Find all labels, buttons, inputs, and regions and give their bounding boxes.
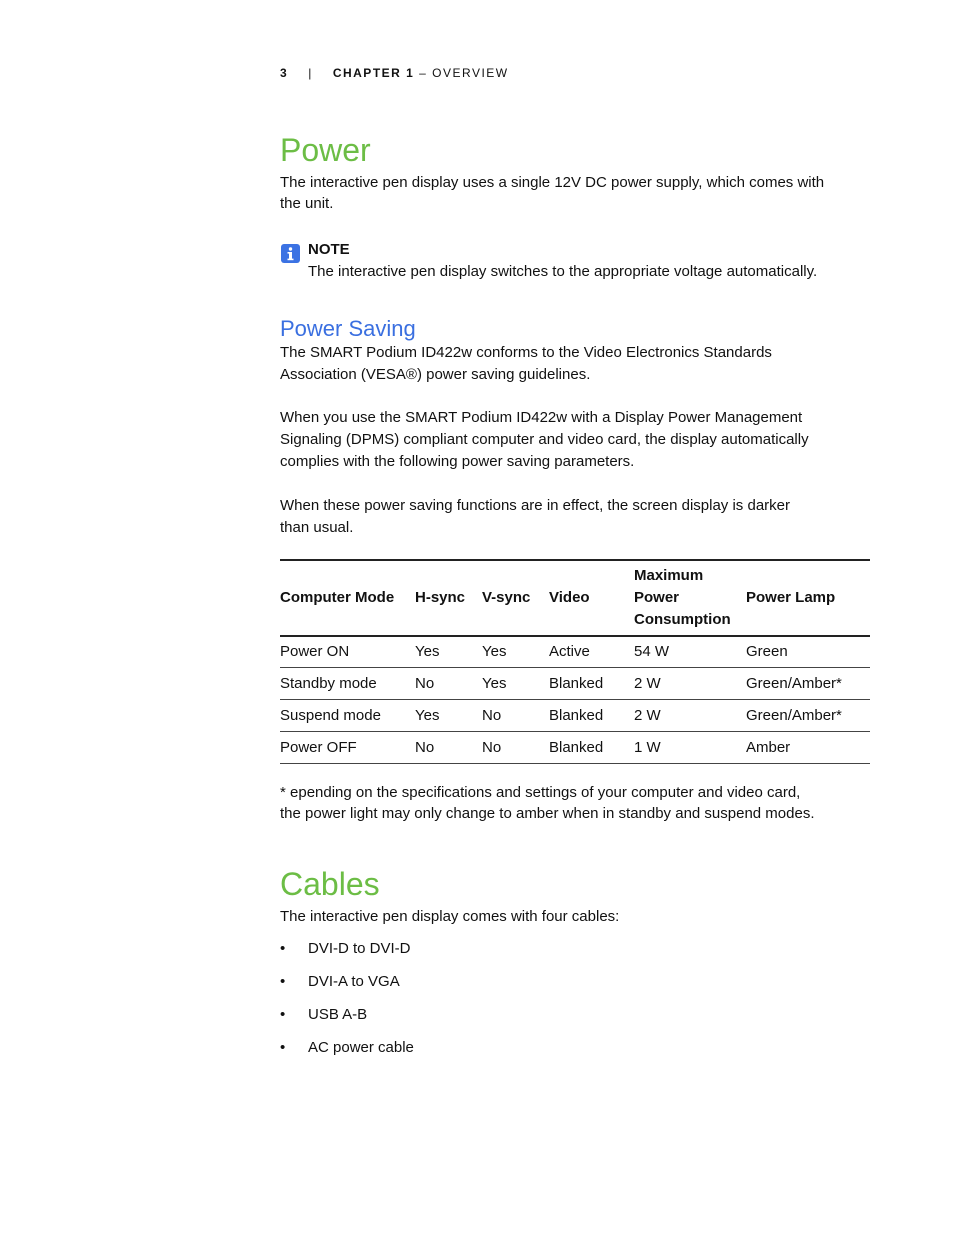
power-saving-table: [280, 559, 870, 764]
info-icon: [281, 244, 300, 263]
list-item: [280, 938, 414, 971]
cables-intro: The interactive pen display comes with four cables:: [280, 908, 620, 925]
table-row: [280, 668, 870, 700]
header-max-power-line-1: Maximum: [634, 567, 704, 584]
bullet-icon: •: [280, 973, 286, 990]
footnote-line-2: the power light may only change to amber when in standby and suspend modes.: [280, 805, 815, 822]
header-max-power-line-3: Consumption: [634, 611, 731, 628]
table-cell: Suspend mode: [280, 706, 381, 724]
table-row: [280, 700, 870, 732]
table-cell: Blanked: [549, 706, 604, 724]
power-saving-p2-line-1: When you use the SMART Podium ID422w with a Display Power Management: [280, 409, 803, 426]
header-video: Video: [549, 589, 590, 606]
table-header-row: [280, 560, 870, 636]
table-cell: Standby mode: [280, 674, 377, 692]
header-computer-mode: Computer Mode: [280, 589, 395, 606]
chapter-label: CHAPTER 1: [332, 66, 415, 80]
page-number: 3: [280, 66, 289, 80]
bullet-icon: •: [280, 1006, 286, 1023]
header-max-power: [634, 560, 746, 636]
note-text: The interactive pen display switches to the appropriate voltage automatically.: [308, 263, 818, 280]
power-intro-line-2: the unit.: [280, 195, 334, 212]
header-power-lamp: Power Lamp: [746, 589, 836, 606]
table-cell: 2 W: [634, 706, 661, 724]
cables-list: [280, 938, 414, 1070]
table-cell: Green/Amber*: [746, 674, 842, 692]
running-header: [280, 66, 509, 80]
table-cell: Blanked: [549, 674, 604, 692]
table-cell: 2 W: [634, 674, 661, 692]
power-saving-p3-line-1: When these power saving functions are in effect, the screen display is darker: [280, 497, 790, 514]
table-cell: Yes: [482, 643, 507, 660]
table-cell: No: [482, 706, 502, 724]
power-saving-p2-line-2: Signaling (DPMS) compliant computer and video card, the display automatically: [280, 431, 809, 448]
table-cell: 54 W: [634, 643, 670, 660]
table-row: [280, 732, 870, 764]
header-h-sync: H-sync: [415, 589, 466, 606]
table-cell: Amber: [746, 738, 791, 756]
list-item-text: USB A-B: [308, 1006, 368, 1023]
power-heading: Power: [280, 132, 371, 168]
header-separator: |: [308, 66, 313, 80]
cables-heading: Cables: [280, 866, 380, 902]
power-saving-p3-line-2: than usual.: [280, 519, 354, 536]
table-cell: Power OFF: [280, 738, 357, 756]
bullet-icon: •: [280, 940, 286, 957]
list-item-text: DVI-A to VGA: [308, 973, 400, 990]
power-saving-p1-line-2: Association (VESA®) power saving guidelines.: [280, 366, 591, 383]
list-item: [280, 971, 414, 1004]
table-cell: 1 W: [634, 738, 661, 756]
table-cell: Blanked: [549, 738, 604, 756]
power-saving-p1-line-1: The SMART Podium ID422w conforms to the Video Electronics Standards: [280, 344, 772, 361]
table-cell: Yes: [482, 674, 507, 692]
power-saving-p2-line-3: complies with the following power saving parameters.: [280, 453, 635, 470]
list-item-text: DVI-D to DVI-D: [308, 940, 411, 957]
note-title: NOTE: [308, 241, 350, 258]
table-cell: Yes: [415, 643, 440, 660]
table-cell: Yes: [415, 706, 440, 724]
bullet-icon: •: [280, 1039, 286, 1056]
list-item: [280, 1004, 414, 1037]
header-max-power-line-2: Power: [634, 589, 680, 606]
table-cell: Power ON: [280, 643, 350, 660]
header-v-sync: V-sync: [482, 589, 531, 606]
table-cell: No: [482, 738, 502, 756]
list-item-text: AC power cable: [308, 1039, 414, 1056]
table-cell: No: [415, 738, 435, 756]
footnote-line-1: * epending on the specifications and settings of your computer and video card,: [280, 784, 801, 801]
table-cell: No: [415, 674, 435, 692]
list-item: [280, 1037, 414, 1070]
table-cell: Green/Amber*: [746, 706, 842, 724]
power-saving-heading: Power Saving: [280, 316, 416, 341]
chapter-title: – OVERVIEW: [414, 66, 509, 80]
table-cell: Active: [549, 643, 590, 660]
power-intro-line-1: The interactive pen display uses a single 12V DC power supply, which comes with: [280, 174, 825, 191]
table-row: [280, 636, 870, 668]
table-cell: Green: [746, 643, 788, 660]
